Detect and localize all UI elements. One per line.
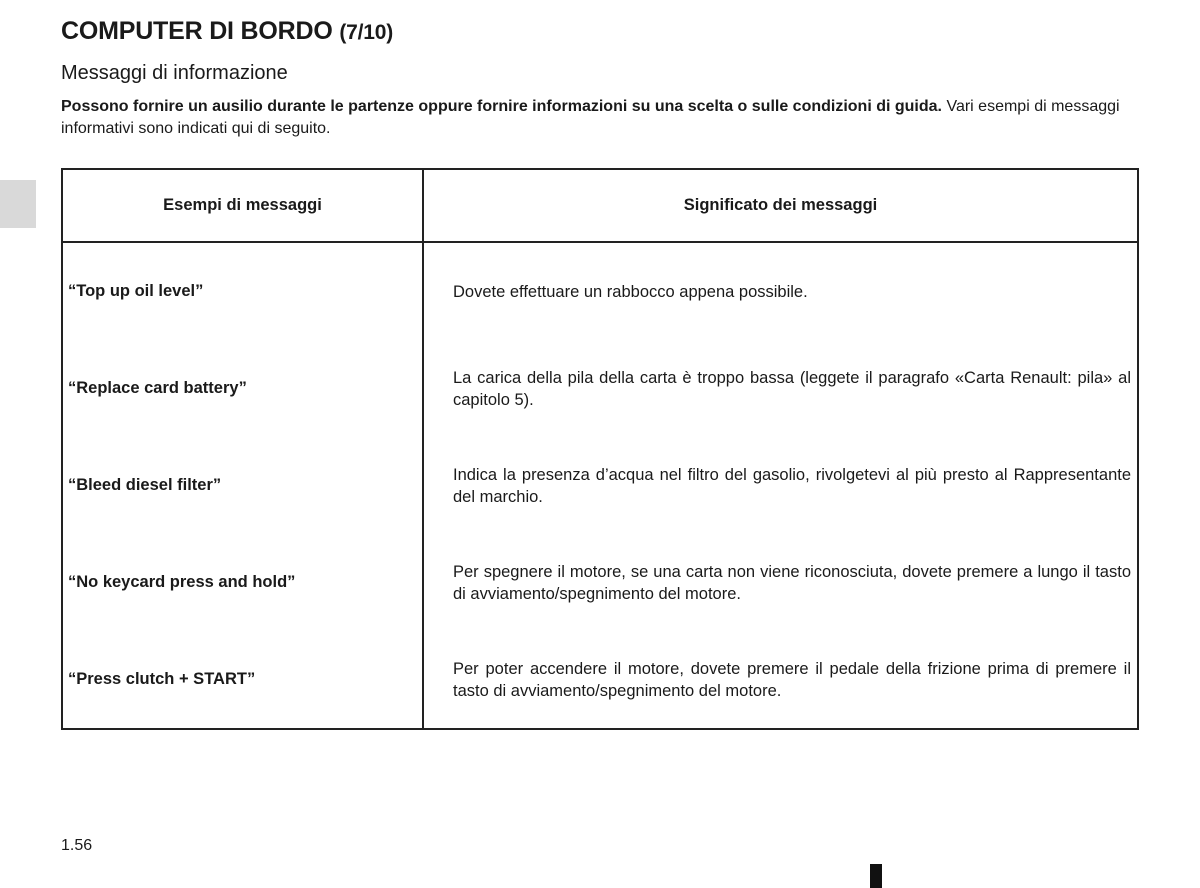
chapter-tab-marker <box>0 180 36 228</box>
table-row <box>62 631 1138 729</box>
message-example: “Press clutch + START” <box>62 631 423 729</box>
section-subtitle: Messaggi di informazione <box>61 62 288 84</box>
print-edge-mark <box>870 864 882 888</box>
intro-normal-text: Vari esempi di messaggi informativi sono indicati qui di seguito. <box>61 98 1120 137</box>
column-header-examples: Esempi di messaggi <box>62 169 423 242</box>
page-number: 1.56 <box>61 837 93 854</box>
message-example: “Replace card battery” <box>62 340 423 437</box>
message-example: “Bleed diesel filter” <box>62 437 423 534</box>
message-example: “No keycard press and hold” <box>62 534 423 631</box>
table-header-row <box>62 169 1138 242</box>
table-row <box>62 340 1138 437</box>
table-row <box>62 534 1138 631</box>
message-meaning: Per poter accendere il motore, dovete premere il pedale della frizione prima di premere il tasto di avviamento/spegnimento del motore. <box>453 659 1131 700</box>
intro-paragraph <box>61 96 1141 140</box>
intro-bold-text: Possono fornire un ausilio durante le partenze oppure fornire informazioni su una scelta o sulle condizioni di guida. <box>61 98 942 115</box>
page-title-text: COMPUTER DI BORDO <box>61 17 333 45</box>
page-counter: (7/10) <box>339 21 394 44</box>
table-row <box>62 437 1138 534</box>
messages-table <box>61 168 1139 730</box>
message-meaning: La carica della pila della carta è troppo bassa (leggete il paragrafo «Carta Renault: pila» al capitolo 5). <box>453 368 1131 409</box>
page-title <box>61 17 393 46</box>
column-header-meaning: Significato dei messaggi <box>423 169 1138 242</box>
message-meaning: Indica la presenza d’acqua nel filtro del gasolio, rivolgetevi al più presto al Rappresentante del marchio. <box>453 465 1131 506</box>
message-meaning: Per spegnere il motore, se una carta non viene riconosciuta, dovete premere a lungo il tasto di avviamento/spegnimento del motore. <box>453 562 1131 603</box>
message-meaning: Dovete effettuare un rabbocco appena possibile. <box>453 282 808 301</box>
message-example: “Top up oil level” <box>62 242 423 340</box>
table-row <box>62 242 1138 340</box>
